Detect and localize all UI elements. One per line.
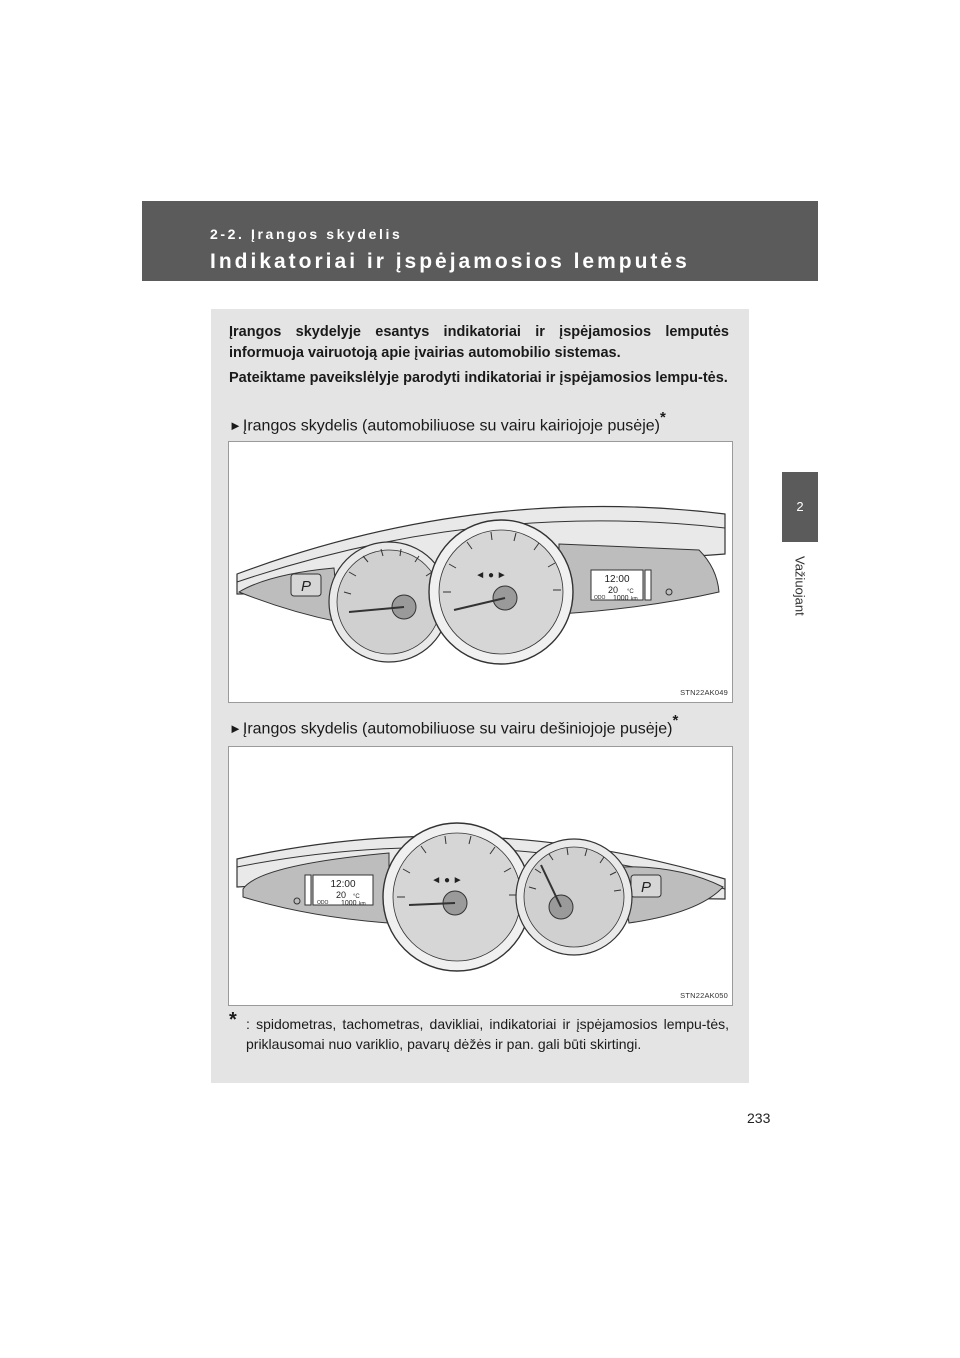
chapter-tab: 2 xyxy=(782,472,818,542)
instrument-cluster-illustration xyxy=(229,747,732,1005)
subheading-right-hand-drive xyxy=(229,713,678,739)
section-label: 2-2. Įrangos skydelis xyxy=(210,226,403,242)
subheading-text: Įrangos skydelis (automobiliuose su vairu kairiojoje pusėje) xyxy=(242,417,660,435)
instrument-cluster-illustration xyxy=(229,442,732,702)
display-odo: 1000 xyxy=(341,900,357,907)
footnote xyxy=(229,1009,729,1054)
display-odo-unit: km xyxy=(631,596,638,602)
display-time: 12:00 xyxy=(604,574,630,585)
svg-text:◄ ● ►: ◄ ● ► xyxy=(431,875,463,886)
intro-paragraph-1: Įrangos skydelyje esantys indikatoriai ir įspėjamosios lemputės informuoja vairuotoją apie įvairias automobilio sistemas. xyxy=(229,324,729,361)
asterisk: * xyxy=(672,712,679,729)
display-temp-unit: °C xyxy=(353,894,360,900)
display-odo-label: ODO xyxy=(594,595,606,601)
gear-indicator: P xyxy=(300,578,312,595)
chapter-label: Važiuojant xyxy=(792,556,808,616)
display-odo: 1000 xyxy=(613,595,629,602)
figure-id: STN22AK049 xyxy=(680,688,728,697)
display-time: 12:00 xyxy=(330,879,356,890)
instrument-panel-figure-rhd xyxy=(228,746,733,1006)
display-temp-unit: °C xyxy=(627,589,634,595)
gear-indicator: P xyxy=(640,879,652,896)
footnote-text: : spidometras, tachometras, davikliai, indikatoriai ir įspėjamosios lempu-tės, priklausomai nuo variklio, pavarų dėžės ir pan. gali būti skirtingi. xyxy=(246,1016,729,1052)
arrow-right-icon: ► xyxy=(229,418,242,434)
display-temp: 20 xyxy=(607,585,619,595)
display-odo-unit: km xyxy=(359,901,366,907)
subheading-text: Įrangos skydelis (automobiliuose su vairu dešiniojoje pusėje) xyxy=(242,720,673,738)
asterisk: * xyxy=(659,409,666,426)
instrument-panel-figure-lhd xyxy=(228,441,733,703)
figure-id: STN22AK050 xyxy=(680,991,728,1000)
arrow-right-icon: ► xyxy=(229,721,242,737)
subheading-left-hand-drive xyxy=(229,410,666,436)
intro-paragraph-2: Pateiktame paveikslėlyje parodyti indikatoriai ir įspėjamosios lempu-tės. xyxy=(229,370,728,386)
page-number: 233 xyxy=(747,1110,771,1126)
display-odo-label: ODO xyxy=(317,900,329,906)
footnote-marker: * xyxy=(229,1009,237,1031)
svg-text:◄ ● ►: ◄ ● ► xyxy=(475,570,507,581)
display-temp: 20 xyxy=(335,890,347,900)
page-title: Indikatoriai ir įspėjamosios lemputės xyxy=(210,250,690,273)
